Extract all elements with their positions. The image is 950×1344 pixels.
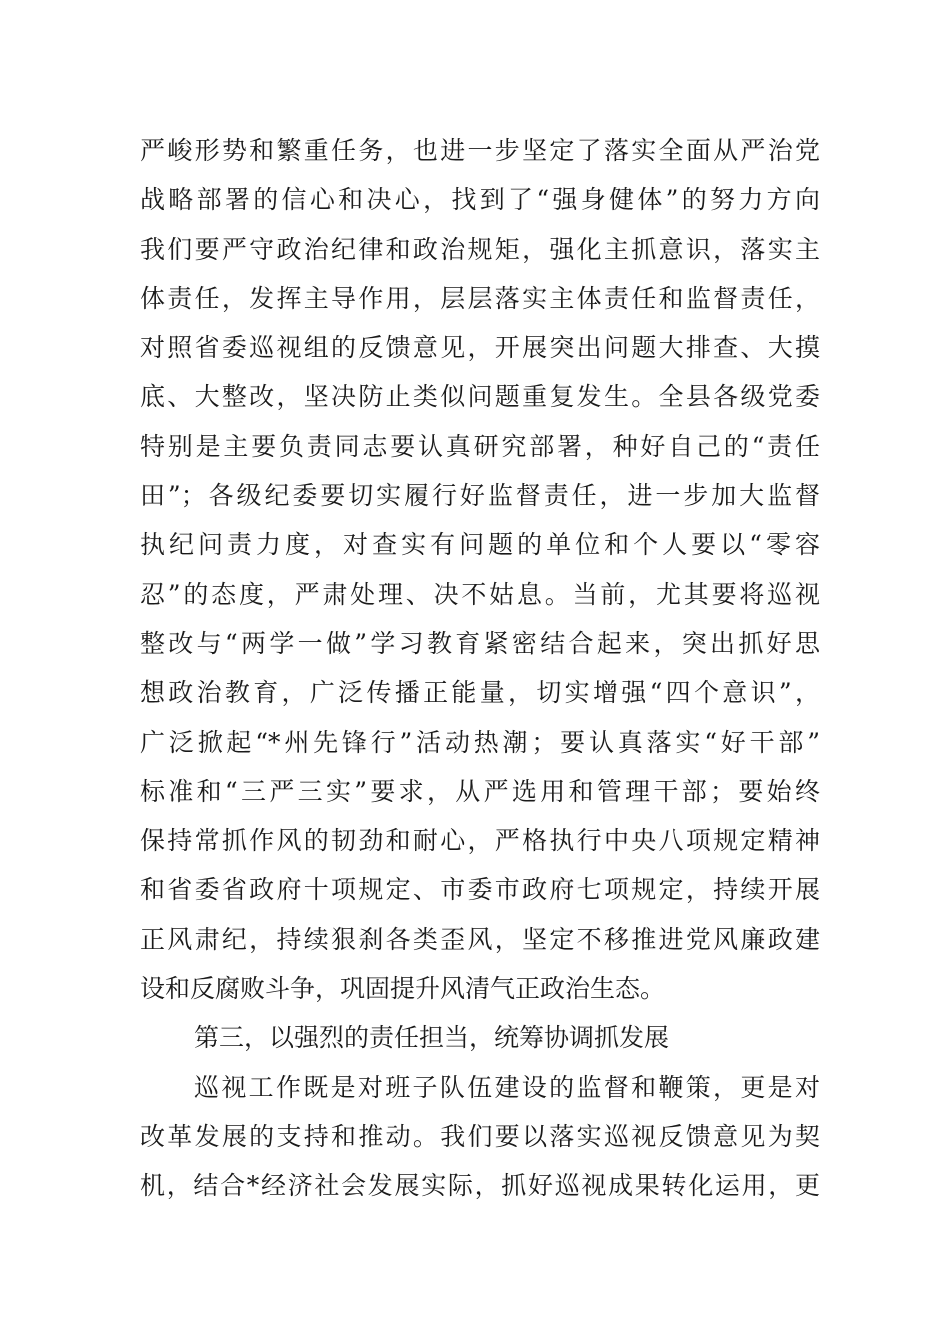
text-line: 正风肃纪，持续狠刹各类歪风，坚定不移推进党风廉政建 [140,924,820,954]
text-line: 保持常抓作风的韧劲和耐心，严格执行中央八项规定精神 [140,826,820,856]
text-line: 巡视工作既是对班子队伍建设的监督和鞭策，更是对 [194,1072,820,1102]
text-line: 机，结合*经济社会发展实际，抓好巡视成果转化运用，更 [140,1171,820,1201]
text-line: 和省委省政府十项规定、市委市政府七项规定，持续开展 [140,875,820,905]
text-line: 对照省委巡视组的反馈意见，开展突出问题大排查、大摸 [140,333,820,363]
text-line: 设和反腐败斗争，巩固提升风清气正政治生态。 [140,974,666,1004]
text-line: 田”；各级纪委要切实履行好监督责任，进一步加大监督 [140,481,820,511]
text-line: 忍”的态度，严肃处理、决不姑息。当前，尤其要将巡视 [140,579,820,609]
body-text [140,126,820,1211]
text-line: 执纪问责力度，对查实有问题的单位和个人要以“零容 [140,530,820,560]
section-heading: 第三，以强烈的责任担当，统筹协调抓发展 [194,1023,670,1053]
text-line: 体责任，发挥主导作用，层层落实主体责任和监督责任， [140,283,820,313]
text-line: 战略部署的信心和决心，找到了“强身健体”的努力方向 [140,185,820,215]
text-line: 标准和“三严三实”要求，从严选用和管理干部；要始终 [140,776,820,806]
text-line: 严峻形势和繁重任务，也进一步坚定了落实全面从严治党 [140,136,820,165]
text-line: 我们要严守政治纪律和政治规矩，强化主抓意识，落实主 [140,234,820,264]
text-line: 整改与“两学一做”学习教育紧密结合起来，突出抓好思 [140,628,820,658]
text-line: 广泛掀起“*州先锋行”活动热潮；要认真落实“好干部” [140,727,820,757]
text-line: 特别是主要负责同志要认真研究部署，种好自己的“责任 [140,431,820,461]
text-line: 想政治教育，广泛传播正能量，切实增强“四个意识”， [140,678,820,708]
text-line: 底、大整改，坚决防止类似问题重复发生。全县各级党委 [140,382,820,412]
text-line: 改革发展的支持和推动。我们要以落实巡视反馈意见为契 [140,1121,820,1151]
